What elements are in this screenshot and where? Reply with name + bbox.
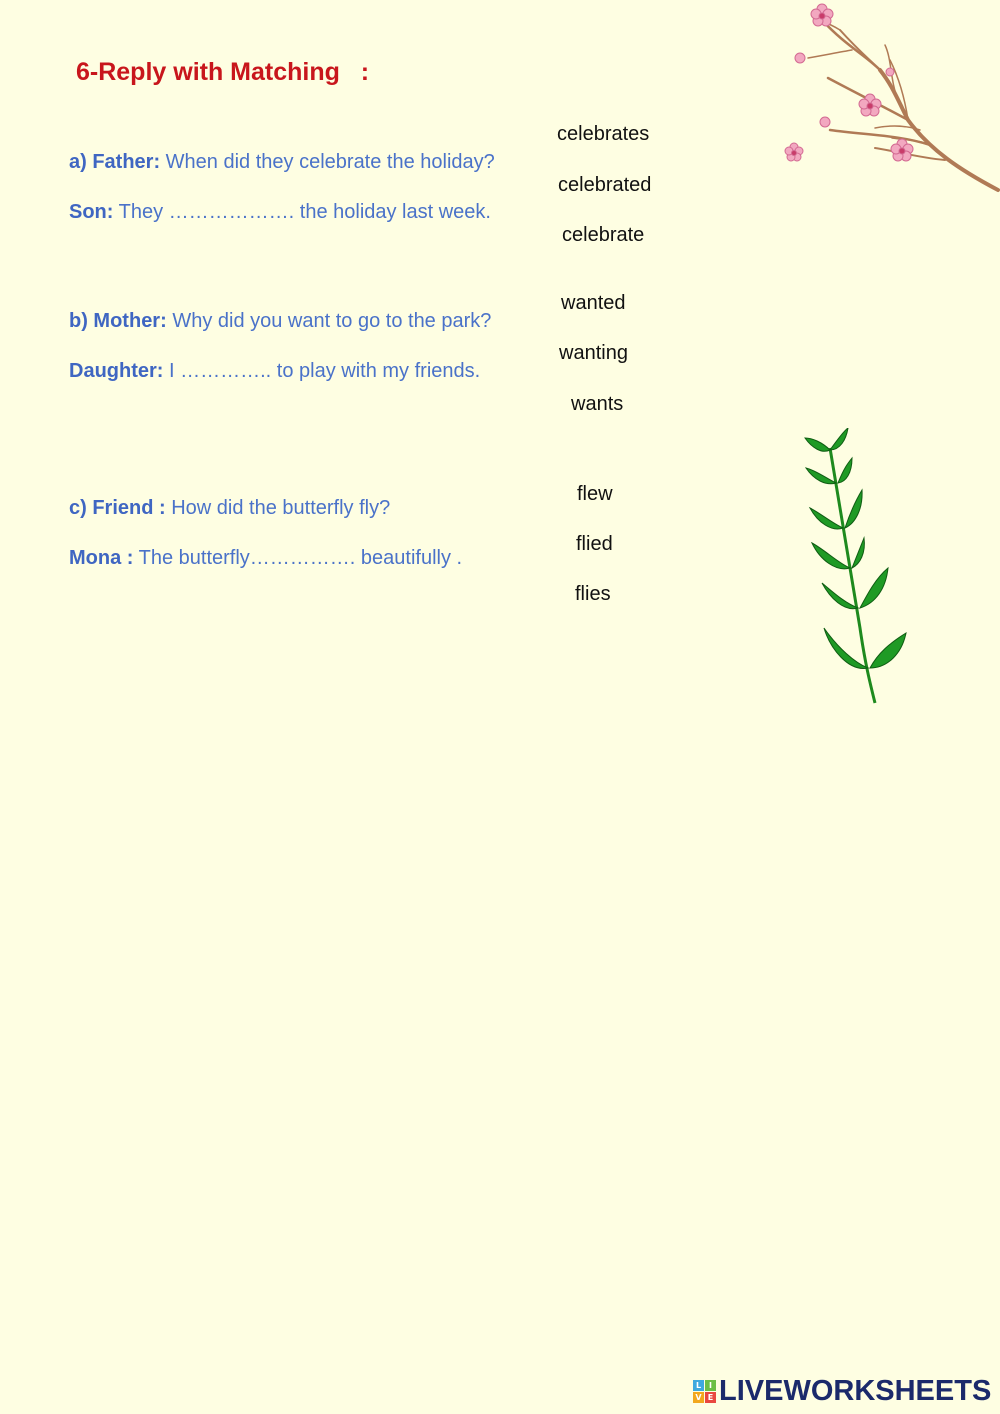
question-a-text: When did they celebrate the holiday? xyxy=(160,151,495,173)
liveworksheets-logo xyxy=(693,1375,991,1408)
question-c-line xyxy=(69,497,390,520)
logo-letter-i: I xyxy=(705,1380,716,1391)
answer-a-text: They ………………. the holiday last week. xyxy=(113,201,491,223)
answer-b-text: I ………….. to play with my friends. xyxy=(163,360,481,382)
option-a-1[interactable]: celebrates xyxy=(557,123,650,145)
logo-letter-e: E xyxy=(705,1392,716,1403)
logo-icon xyxy=(693,1380,716,1403)
question-c-text: How did the butterfly fly? xyxy=(165,497,391,519)
option-a-3[interactable]: celebrate xyxy=(562,224,645,246)
option-b-3[interactable]: wants xyxy=(571,393,624,415)
option-b-2[interactable]: wanting xyxy=(559,342,628,364)
option-a-2[interactable]: celebrated xyxy=(558,174,652,196)
question-a-line xyxy=(69,151,495,174)
logo-letter-l: L xyxy=(693,1380,704,1391)
option-c-2[interactable]: flied xyxy=(576,533,613,555)
answer-c-text: The butterfly……………. beautifully . xyxy=(133,547,463,569)
option-c-3[interactable]: flies xyxy=(575,583,611,605)
logo-letter-v: V xyxy=(693,1392,704,1403)
answer-a-speaker: Son: xyxy=(69,201,114,223)
option-c-1[interactable]: flew xyxy=(577,483,613,505)
worksheet-title: 6-Reply with Matching : xyxy=(76,58,370,86)
question-a-speaker: a) Father: xyxy=(69,151,161,173)
blossom-branch-icon xyxy=(780,0,1000,200)
question-b-speaker: b) Mother: xyxy=(69,310,167,332)
answer-b-line xyxy=(69,360,480,383)
answer-c-speaker: Mona : xyxy=(69,547,134,569)
logo-text: LIVEWORKSHEETS xyxy=(719,1375,992,1407)
answer-c-line xyxy=(69,547,462,570)
question-c-speaker: c) Friend : xyxy=(69,497,166,519)
leaf-twig-icon xyxy=(800,428,915,708)
answer-b-speaker: Daughter: xyxy=(69,360,164,382)
option-b-1[interactable]: wanted xyxy=(561,292,626,314)
question-b-line xyxy=(69,310,491,333)
question-b-text: Why did you want to go to the park? xyxy=(166,310,492,332)
answer-a-line xyxy=(69,201,491,224)
